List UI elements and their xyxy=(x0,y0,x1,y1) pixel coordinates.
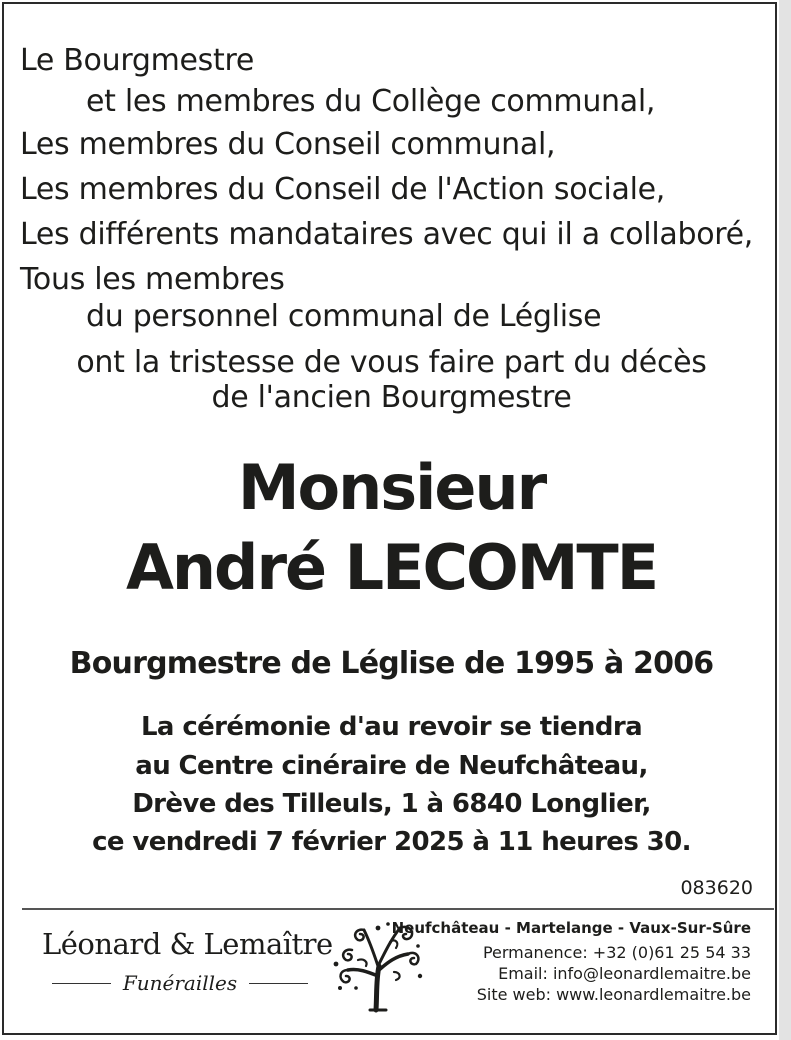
funeral-home-phone: Permanence: +32 (0)61 25 54 33 xyxy=(482,943,751,962)
ceremony-line-1: La cérémonie d'au revoir se tiendra xyxy=(140,712,643,742)
intro-line-3: Les membres du Conseil communal, xyxy=(20,127,556,162)
obituary-frame xyxy=(2,2,777,1035)
intro-line-8: ont la tristesse de vous faire part du décès xyxy=(76,345,707,380)
intro-line-7: du personnel communal de Léglise xyxy=(86,299,602,334)
funeral-home-subtitle: Funérailles xyxy=(122,971,238,995)
intro-line-2: et les membres du Collège communal, xyxy=(86,84,656,119)
ceremony-line-4: ce vendredi 7 février 2025 à 11 heures 30. xyxy=(92,827,691,857)
funeral-home-name: Léonard & Lemaître xyxy=(42,927,333,961)
intro-line-6: Tous les membres xyxy=(20,262,285,297)
subtitle-rule-left xyxy=(52,983,111,984)
intro-line-4: Les membres du Conseil de l'Action sociale, xyxy=(20,172,665,207)
funeral-home-subtitle-row xyxy=(52,970,308,996)
ceremony-line-2: au Centre cinéraire de Neufchâteau, xyxy=(135,751,648,781)
right-margin-strip xyxy=(779,0,791,1040)
funeral-home-email: Email: info@leonardlemaitre.be xyxy=(498,964,751,983)
funeral-home-website: Site web: www.leonardlemaitre.be xyxy=(476,985,751,1004)
footer-divider xyxy=(22,908,774,910)
intro-line-9: de l'ancien Bourgmestre xyxy=(211,380,572,415)
reference-number: 083620 xyxy=(680,877,753,899)
ceremony-line-3: Drève des Tilleuls, 1 à 6840 Longlier, xyxy=(132,789,651,819)
intro-line-1: Le Bourgmestre xyxy=(20,43,254,78)
funeral-home-locations: Neufchâteau - Martelange - Vaux-Sur-Sûre xyxy=(391,919,751,937)
deceased-name: André LECOMTE xyxy=(125,531,658,604)
deceased-salutation: Monsieur xyxy=(237,451,546,524)
intro-line-5: Les différents mandataires avec qui il a collaboré, xyxy=(20,217,754,252)
subtitle-rule-right xyxy=(249,983,308,984)
deceased-title: Bourgmestre de Léglise de 1995 à 2006 xyxy=(69,646,714,681)
